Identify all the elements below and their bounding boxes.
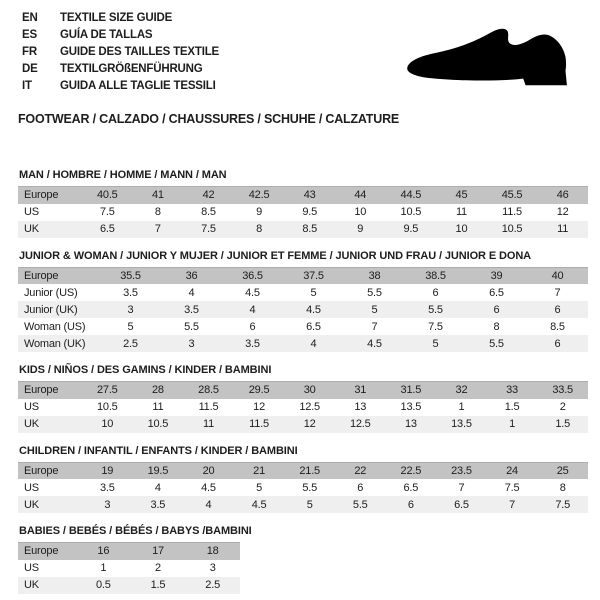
size-cell: 37.5: [303, 269, 324, 282]
size-cell: 10.5: [501, 223, 523, 235]
language-code: ES: [22, 29, 37, 41]
size-cell: 18: [206, 545, 219, 558]
size-cell: 3: [104, 498, 111, 511]
row-label-cell: Junior (US): [24, 286, 78, 299]
size-cell: 10: [101, 418, 114, 430]
size-cell: 8.5: [201, 206, 216, 218]
size-cell: 6: [554, 303, 561, 316]
size-cell: 12.5: [299, 401, 320, 413]
language-row-fr: [22, 44, 219, 61]
table-row: [18, 335, 588, 352]
size-table: [18, 186, 588, 238]
size-cell: 13: [354, 401, 367, 413]
row-label-cell: US: [24, 206, 39, 218]
size-cell: 8: [493, 320, 500, 333]
size-cell: 38: [368, 269, 381, 282]
table-row: [18, 496, 588, 513]
size-cell: 28: [151, 384, 164, 397]
size-cell: 4.5: [306, 303, 321, 316]
size-cell: 22.5: [400, 464, 422, 477]
size-cell: 33: [506, 384, 518, 397]
row-label-cell: Junior (UK): [24, 303, 78, 316]
size-cell: 45: [455, 189, 468, 202]
size-cell: 4.5: [251, 498, 267, 511]
size-cell: 1: [100, 562, 107, 574]
size-cell: 4.5: [201, 481, 216, 494]
size-cell: 40.5: [96, 189, 118, 202]
size-cell: 5.5: [184, 320, 199, 333]
row-label-cell: US: [24, 481, 39, 494]
size-cell: 29.5: [248, 384, 270, 397]
size-cell: 1.5: [150, 579, 166, 591]
size-cell: 12: [253, 401, 265, 413]
size-cell: 3: [209, 562, 216, 574]
row-label-cell: UK: [24, 223, 39, 235]
table-section-0: [18, 169, 588, 238]
size-cell: 8: [154, 206, 161, 218]
size-cell: 8.5: [302, 223, 318, 235]
size-cell: 5: [432, 337, 439, 350]
table-row: [18, 382, 588, 399]
size-cell: 6: [407, 498, 414, 511]
row-label-cell: Europe: [24, 269, 59, 282]
row-label-cell: US: [24, 562, 39, 574]
language-label: GUÍA DE TALLAS: [60, 29, 153, 41]
size-cell: 7.5: [555, 498, 571, 511]
size-cell: 10: [455, 223, 468, 235]
size-cell: 36.5: [242, 269, 263, 282]
row-label-cell: Woman (US): [24, 320, 86, 333]
size-cell: 13: [404, 418, 417, 430]
language-list: [22, 10, 219, 95]
size-cell: 5.5: [302, 481, 318, 494]
size-cell: 2.5: [205, 579, 220, 591]
size-cell: 27.5: [96, 384, 118, 397]
size-cell: 9.5: [403, 223, 419, 235]
size-cell: 42: [202, 189, 215, 202]
size-cell: 8.5: [550, 320, 565, 333]
table-row: [18, 416, 588, 433]
table-row: [18, 221, 588, 238]
size-cell: 31: [354, 384, 367, 397]
size-cell: 1.5: [504, 401, 520, 413]
size-cell: 1.5: [555, 418, 571, 430]
size-cell: 5.5: [352, 498, 368, 511]
size-cell: 0.5: [95, 579, 111, 591]
size-cell: 7.5: [201, 223, 216, 235]
size-cell: 5: [256, 481, 263, 494]
table-row: [18, 284, 588, 301]
table-row: [18, 267, 588, 284]
size-cell: 6: [432, 286, 439, 299]
size-cell: 24: [506, 464, 518, 477]
size-cell: 7: [371, 320, 378, 333]
size-cell: 44.5: [400, 189, 422, 202]
size-cell: 3: [188, 337, 195, 350]
language-row-de: [22, 61, 219, 78]
size-cell: 5: [371, 303, 378, 316]
size-cell: 6.5: [403, 481, 419, 494]
size-cell: 11: [202, 418, 214, 430]
size-cell: 1: [458, 401, 465, 413]
size-cell: 3.5: [99, 481, 115, 494]
table-title: CHILDREN / INFANTIL / ENFANTS / KINDER / BAMBINI: [19, 444, 298, 457]
language-label: GUIDE DES TAILLES TEXTILE: [60, 46, 219, 58]
language-label: GUIDA ALLE TAGLIE TESSILI: [60, 80, 216, 92]
size-table: [18, 381, 588, 433]
table-row: [18, 318, 588, 335]
size-cell: 22: [354, 464, 367, 477]
size-cell: 8: [559, 481, 566, 494]
table-section-4: [18, 525, 588, 594]
size-cell: 7: [154, 223, 161, 235]
size-cell: 5: [127, 320, 134, 333]
size-cell: 11: [455, 206, 467, 218]
row-label-cell: Europe: [24, 384, 59, 397]
row-label-cell: UK: [24, 418, 39, 430]
size-cell: 3: [127, 303, 134, 316]
size-cell: 10.5: [147, 418, 169, 430]
size-cell: 9: [256, 206, 263, 218]
size-cell: 3.5: [245, 337, 260, 350]
language-code: EN: [22, 12, 38, 24]
table-row: [18, 479, 588, 496]
size-cell: 19: [101, 464, 114, 477]
language-label: TEXTILGRÖßENFÜHRUNG: [60, 63, 203, 75]
table-row: [18, 187, 588, 204]
size-cell: 41: [151, 189, 164, 202]
table-title: JUNIOR & WOMAN / JUNIOR Y MUJER / JUNIOR ET FEMME / JUNIOR UND FRAU / JUNIOR E DONA: [19, 249, 532, 262]
size-cell: 11.5: [249, 418, 269, 430]
size-cell: 11: [557, 223, 569, 235]
row-label-cell: Europe: [24, 189, 59, 202]
language-code: FR: [22, 46, 37, 58]
size-cell: 9.5: [302, 206, 318, 218]
size-cell: 3.5: [184, 303, 199, 316]
size-cell: 7.5: [504, 481, 520, 494]
table-title: BABIES / BEBÉS / BÉBÉS / BABYS /BAMBINI: [19, 525, 252, 537]
language-code: DE: [22, 63, 38, 75]
table-section-2: [18, 364, 588, 433]
size-cell: 46: [556, 189, 569, 202]
size-cell: 25: [556, 464, 569, 477]
size-cell: 11.5: [198, 401, 219, 413]
size-cell: 35.5: [120, 269, 141, 282]
size-table: [18, 462, 588, 514]
table-title: MAN / HOMBRE / HOMME / MANN / MAN: [19, 169, 227, 181]
table-row: [18, 560, 240, 577]
table-row: [18, 204, 588, 221]
size-cell: 6: [493, 303, 500, 316]
size-cell: 21: [253, 464, 265, 477]
table-row: [18, 399, 588, 416]
size-cell: 5.5: [367, 286, 382, 299]
size-cell: 31.5: [400, 384, 422, 397]
size-cell: 4: [249, 303, 256, 316]
size-cell: 6.5: [306, 320, 321, 333]
size-cell: 6: [249, 320, 256, 333]
size-cell: 2: [155, 562, 161, 574]
size-cell: 7.5: [428, 320, 443, 333]
size-cell: 2.5: [123, 337, 138, 350]
language-row-es: [22, 27, 219, 44]
row-label-cell: Europe: [24, 464, 59, 477]
size-cell: 23.5: [451, 464, 472, 477]
size-cell: 6.5: [99, 223, 115, 235]
size-cell: 45.5: [501, 189, 523, 202]
size-cell: 11: [152, 401, 164, 413]
shoe-icon: [394, 26, 584, 98]
size-cell: 36: [185, 269, 198, 282]
table-row: [18, 301, 588, 318]
size-cell: 2: [559, 401, 566, 413]
size-cell: 38.5: [425, 269, 446, 282]
size-cell: 4: [188, 286, 195, 299]
row-label-cell: US: [24, 401, 39, 413]
size-cell: 6: [357, 481, 364, 494]
size-cell: 4: [154, 481, 161, 494]
size-cell: 33.5: [552, 384, 573, 397]
size-cell: 7: [554, 286, 561, 299]
size-cell: 3.5: [123, 286, 138, 299]
size-cell: 6: [554, 337, 561, 350]
size-cell: 16: [97, 545, 110, 558]
size-cell: 30: [303, 384, 316, 397]
size-cell: 5: [306, 498, 313, 511]
size-cell: 4.5: [245, 286, 260, 299]
table-title: KIDS / NIÑOS / DES GAMINS / KINDER / BAMBINI: [19, 364, 272, 376]
table-section-1: [18, 250, 588, 353]
size-cell: 5.5: [489, 337, 504, 350]
size-cell: 4: [310, 337, 317, 350]
size-cell: 43: [303, 189, 316, 202]
size-cell: 4: [205, 498, 212, 511]
table-row: [18, 577, 240, 594]
size-cell: 5.5: [428, 303, 443, 316]
size-tables: [18, 169, 588, 600]
size-cell: 40: [551, 269, 564, 282]
size-cell: 19.5: [147, 464, 169, 477]
language-label: TEXTILE SIZE GUIDE: [60, 12, 173, 24]
size-cell: 21.5: [299, 464, 320, 477]
size-cell: 39: [490, 269, 503, 282]
table-row: [18, 462, 588, 479]
size-cell: 7: [458, 481, 465, 494]
size-table: [18, 267, 588, 353]
size-cell: 12: [303, 418, 316, 430]
size-table: [18, 542, 240, 594]
row-label-cell: Europe: [24, 545, 59, 558]
size-cell: 8: [256, 223, 263, 235]
size-cell: 4.5: [367, 337, 382, 350]
size-cell: 7: [509, 498, 515, 511]
size-cell: 13.5: [400, 401, 422, 413]
size-cell: 20: [202, 464, 215, 477]
size-cell: 5: [310, 286, 317, 299]
size-cell: 12.5: [349, 418, 371, 430]
category-title: FOOTWEAR / CALZADO / CHAUSSURES / SCHUHE / CALZATURE: [18, 112, 400, 126]
size-cell: 13.5: [451, 418, 472, 430]
size-cell: 32: [455, 384, 468, 397]
size-cell: 10: [354, 206, 367, 218]
table-section-3: [18, 445, 588, 514]
language-row-en: [22, 10, 219, 27]
size-cell: 28.5: [198, 384, 219, 397]
language-code: IT: [22, 80, 32, 92]
size-cell: 1: [509, 418, 515, 430]
size-cell: 11.5: [502, 206, 522, 218]
size-cell: 44: [354, 189, 367, 202]
size-cell: 9: [357, 223, 364, 235]
size-cell: 7.5: [99, 206, 115, 218]
size-cell: 42.5: [248, 189, 270, 202]
row-label-cell: UK: [24, 579, 39, 591]
size-cell: 6.5: [489, 286, 504, 299]
size-cell: 10.5: [96, 401, 118, 413]
size-cell: 6.5: [454, 498, 469, 511]
size-cell: 17: [152, 545, 164, 558]
language-row-it: [22, 78, 219, 95]
size-cell: 12: [556, 206, 569, 218]
row-label-cell: UK: [24, 498, 39, 511]
row-label-cell: Woman (UK): [24, 337, 86, 350]
size-cell: 3.5: [150, 498, 166, 511]
table-row: [18, 543, 240, 560]
size-cell: 10.5: [400, 206, 422, 218]
